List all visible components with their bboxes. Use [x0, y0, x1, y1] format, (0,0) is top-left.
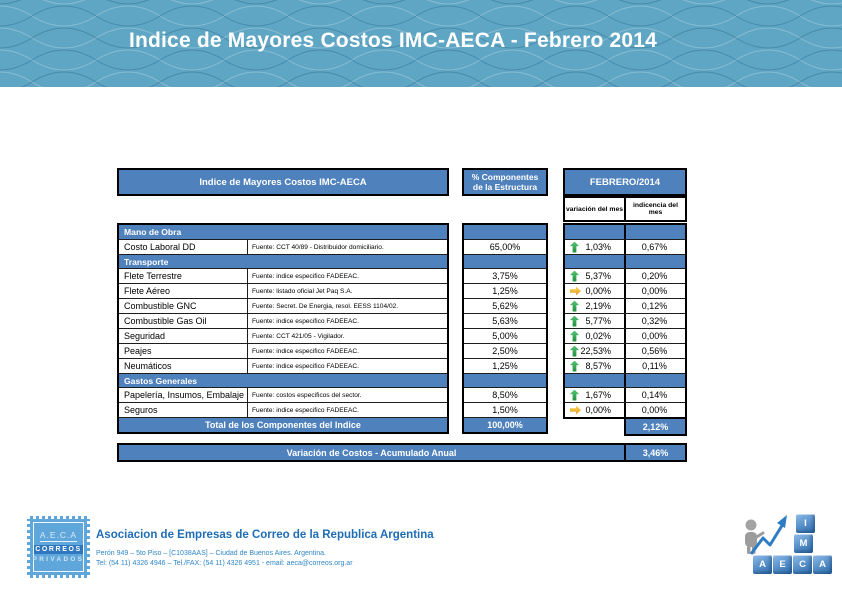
incidence-value: 0,00% [624, 403, 683, 417]
logo-cube-c: C [793, 555, 812, 574]
cost-item-label: Neumáticos [124, 361, 172, 371]
incidence-value: 0,32% [624, 314, 683, 328]
person-growth-icon [738, 510, 838, 588]
component-weight: 1,25% [464, 283, 546, 298]
component-weight: 8,50% [464, 387, 546, 402]
table-row [119, 358, 447, 373]
annual-variation-label: Variación de Costos - Acumulado Anual [286, 447, 457, 458]
section-header: Mano de Obra [119, 225, 447, 239]
table-row [565, 268, 685, 283]
section-header: Gastos Generales [119, 373, 447, 387]
annual-variation-value: 3,46% [624, 445, 685, 460]
logo-cube-a2: A [813, 555, 832, 574]
incidence-value: 0,56% [624, 344, 683, 358]
cost-item-source: Fuente: Secret. De Energia, resol. EESS 1104/02. [247, 299, 447, 313]
table-row [119, 387, 447, 402]
variation-value: 0,00% [585, 286, 611, 296]
trend-up-icon [570, 361, 579, 372]
cost-item-source: Fuente: indice especifico FADEEAC. [247, 403, 447, 417]
incidence-value: 0,12% [624, 299, 683, 313]
cost-item-source: Fuente: costos especificos del sector. [247, 388, 447, 402]
organization-address [96, 549, 353, 568]
table-row [119, 402, 447, 417]
incidence-value: 0,67% [624, 240, 683, 254]
cost-item-source: Fuente: indice especifico FADEEAC. [247, 359, 447, 373]
cost-item-source: Fuente: indice especifico FADEEAC. [247, 344, 447, 358]
table-row [119, 298, 447, 313]
month-column-header: FEBRERO/2014 [563, 168, 687, 196]
variation-value: 1,67% [585, 390, 611, 400]
cost-item-label: Combustible GNC [124, 301, 197, 311]
variation-value: 8,57% [585, 361, 611, 371]
logo-cube-m: M [794, 534, 813, 553]
table-row [565, 343, 685, 358]
incidence-value: 0,11% [624, 359, 683, 373]
table-row [565, 402, 685, 417]
logo-cube-e: E [773, 555, 792, 574]
cost-item-label: Seguridad [124, 331, 166, 341]
cost-item-label: Combustible Gas Oil [124, 316, 207, 326]
total-row-label: Total de los Componentes del Indice [119, 417, 447, 432]
components-column-header: % Componentes de la Estructura [462, 168, 548, 196]
component-weight: 65,00% [464, 239, 546, 254]
trend-up-icon [570, 242, 579, 253]
address-line: Tel: (54 11) 4326 4946 – Tel./FAX: (54 11) 4326 4951 - email: aeca@correos.org.ar [96, 559, 353, 567]
trend-up-icon [570, 346, 579, 357]
title-banner [0, 0, 842, 87]
trend-right-icon [570, 406, 581, 415]
stamp-aeca-text: A.E.C.A [39, 530, 78, 540]
aeca-stamp-logo [27, 516, 90, 578]
table-row [119, 239, 447, 254]
components-column [462, 223, 548, 434]
table-row [565, 298, 685, 313]
total-incidence: 2,12% [624, 417, 687, 436]
table-row [119, 268, 447, 283]
trend-up-icon [570, 271, 579, 282]
incidence-value: 0,14% [624, 388, 683, 402]
month-values-column [563, 223, 687, 419]
table-row [565, 387, 685, 402]
table-row [119, 283, 447, 298]
incidence-value: 0,20% [624, 269, 683, 283]
variation-value: 1,03% [585, 242, 611, 252]
cost-item-source: Fuente: indice especifico FADEEAC. [247, 269, 447, 283]
address-line: Perón 949 – 5to Piso – [C1038AAS] – Ciudad de Buenos Aires. Argentina. [96, 550, 326, 557]
cost-item-label: Seguros [124, 405, 158, 415]
trend-right-icon [570, 287, 581, 296]
incidence-value: 0,00% [624, 329, 683, 343]
variation-value: 5,37% [585, 271, 611, 281]
variation-column-label: variación del mes [565, 205, 624, 213]
component-weight: 1,50% [464, 402, 546, 417]
cost-item-source: Fuente: listado oficial Jet Paq S.A. [247, 284, 447, 298]
component-weight: 5,00% [464, 328, 546, 343]
page-title: Indice de Mayores Costos IMC-AECA - Febrero 2014 [128, 29, 658, 52]
component-weight: 2,50% [464, 343, 546, 358]
table-row [119, 328, 447, 343]
total-components: 100,00% [464, 417, 546, 432]
table-row [119, 313, 447, 328]
section-header: Transporte [119, 254, 447, 268]
annual-variation-bar [117, 443, 687, 462]
stamp-correos-text: CORREOS [35, 546, 82, 553]
incidence-column-label: indicencia del mes [624, 198, 685, 220]
trend-up-icon [570, 331, 579, 342]
variation-value: 5,77% [585, 316, 611, 326]
organization-name: Asociacion de Empresas de Correo de la Republica Argentina [96, 529, 434, 541]
cost-item-source: Fuente: CCT 421/05 - Vigilador. [247, 329, 447, 343]
table-row [565, 313, 685, 328]
table-row [119, 343, 447, 358]
cost-item-source: Fuente: CCT 40/89 - Distribuidor domiciliario. [247, 240, 447, 254]
cost-item-label: Costo Laboral DD [124, 242, 196, 252]
cost-item-label: Flete Aéreo [124, 286, 171, 296]
variation-value: 22,53% [580, 346, 611, 356]
component-weight: 5,62% [464, 298, 546, 313]
stamp-privados-text: PRIVADOS [32, 556, 85, 563]
table-row [565, 283, 685, 298]
trend-up-icon [570, 316, 579, 327]
cost-item-source: Fuente: indice especifico FADEEAC. [247, 314, 447, 328]
cost-item-label: Papelería, Insumos, Embalaje [124, 390, 245, 400]
incidence-value: 0,00% [624, 284, 683, 298]
trend-up-icon [570, 301, 579, 312]
table-row [565, 358, 685, 373]
trend-up-icon [570, 390, 579, 401]
component-weight: 1,25% [464, 358, 546, 373]
imc-aeca-logo [738, 510, 838, 588]
items-table [117, 223, 449, 434]
month-subheader-row [563, 196, 687, 222]
cost-item-label: Flete Terrestre [124, 271, 182, 281]
table-row [565, 328, 685, 343]
variation-value: 0,00% [585, 405, 611, 415]
cost-item-label: Peajes [124, 346, 152, 356]
table-title-header: Indice de Mayores Costos IMC-AECA [117, 168, 449, 196]
variation-value: 2,19% [585, 301, 611, 311]
component-weight: 3,75% [464, 268, 546, 283]
logo-cube-i: I [796, 514, 815, 533]
component-weight: 5,63% [464, 313, 546, 328]
table-row [565, 239, 685, 254]
logo-cube-a1: A [753, 555, 772, 574]
variation-value: 0,02% [585, 331, 611, 341]
